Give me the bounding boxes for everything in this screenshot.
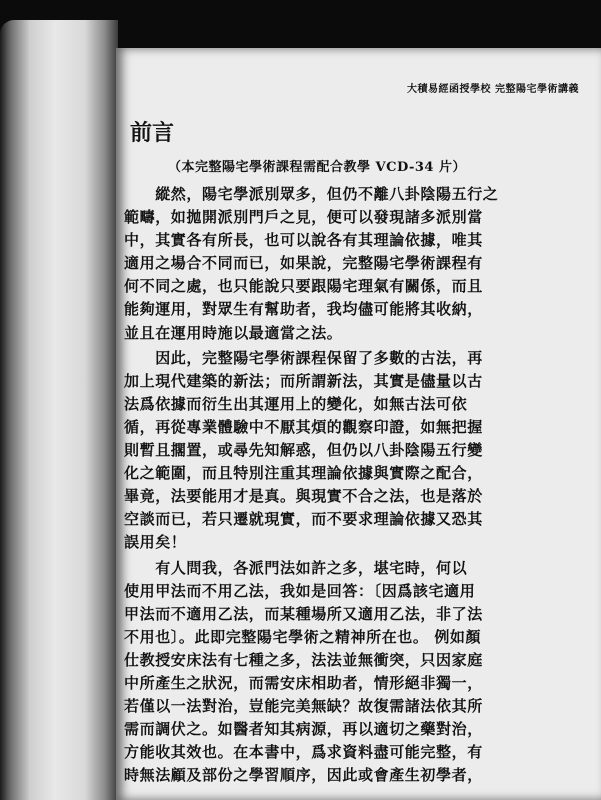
paragraph-1 — [124, 183, 556, 345]
text-line: 仕教授安床法有七種之多，法法並無衝突，只因家庭 — [124, 650, 483, 669]
text-line: 因此，完整陽宅學術課程保留了多數的古法，再 — [124, 348, 483, 367]
text-line: 能夠運用，對眾生有幫助者，我均儘可能將其收納， — [124, 300, 483, 319]
page-subtitle: （本完整陽宅學術課程需配合教學 VCD-34 片） — [168, 160, 466, 175]
paragraph-3 — [124, 557, 556, 788]
left-page-edge — [0, 20, 118, 800]
text-line: 畢竟，法要能用才是真。與現實不合之法，也是落於 — [124, 487, 483, 506]
text-line: 並且在運用時施以最適當之法。 — [124, 323, 343, 342]
text-line: 則暫且擱置，或尋先知解惑，但仍以八卦陰陽五行變 — [124, 441, 483, 460]
text-line: 中，其實各有所長，也可以說各有其理論依據，唯其 — [124, 231, 483, 250]
text-line: 法爲依據而衍生出其運用上的變化，如無古法可依 — [124, 394, 468, 413]
text-line: 適用之場合不同而已，如果說，完整陽宅學術課程有 — [124, 254, 483, 273]
running-header: 大積易經函授學校 完整陽宅學術講義 — [407, 84, 579, 95]
text-line: 使用甲法而不用乙法，我如是回答：〔因爲該宅適用 — [124, 581, 476, 600]
text-line: 縱然，陽宅學派別眾多，但仍不離八卦陰陽五行之 — [124, 185, 499, 203]
text-line: 化之範圍，而且特別注重其理論依據與實際之配合， — [124, 464, 483, 483]
text-line: 誤用矣！ — [124, 533, 187, 552]
paragraph-2 — [124, 347, 556, 555]
text-line: 若僅以一法對治，豈能完美無缺？故復需諸法依其所 — [124, 697, 483, 716]
document-page — [116, 48, 601, 800]
text-line: 中所產生之狀況，而需安床相助者，情形絕非獨一， — [124, 673, 483, 692]
page-title: 前言 — [130, 120, 175, 146]
text-line: 有人問我，各派門法如許之多，堪宅時，何以 — [124, 558, 468, 577]
text-line: 方能收其效也。在本書中，爲求資料盡可能完整，有 — [124, 743, 483, 762]
text-line: 何不同之處，也只能說只要跟陽宅理氣有關係，而且 — [124, 277, 483, 296]
text-line: 時無法顧及部份之學習順序，因此或會產生初學者， — [124, 766, 483, 785]
text-line: 空談而已，若只遷就現實，而不要求理論依據又恐其 — [124, 510, 483, 529]
text-line: 加上現代建築的新法；而所謂新法，其實是儘量以古 — [124, 371, 483, 390]
text-line: 循，再從專業體驗中不厭其煩的觀察印證，如無把握 — [124, 417, 483, 436]
text-line: 甲法而不適用乙法，而某種場所又適用乙法，非了法 — [124, 604, 483, 623]
text-line: 需而調伏之。如醫者知其病源，再以適切之藥對治， — [124, 720, 483, 739]
text-line: 範疇，如拋開派別門戶之見，便可以發現諸多派別當 — [124, 208, 483, 227]
body-text — [124, 183, 556, 787]
text-line: 不用也〕。此即完整陽宅學術之精神所在也。 例如顏 — [124, 627, 482, 646]
